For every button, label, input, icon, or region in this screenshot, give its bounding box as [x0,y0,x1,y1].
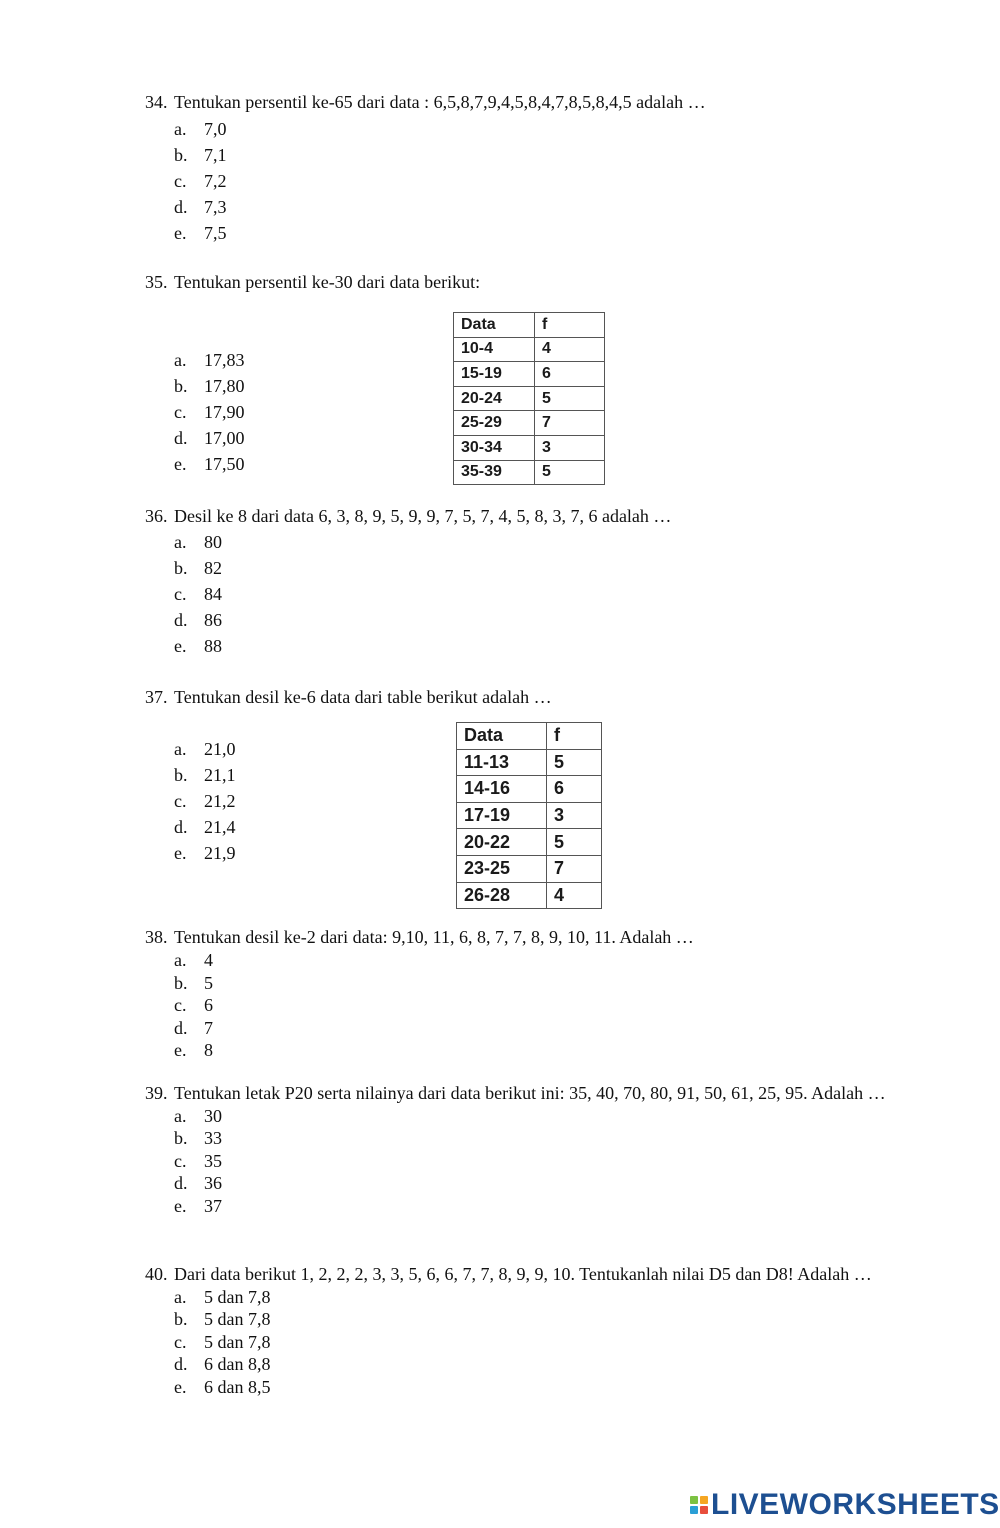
question-text: Tentukan desil ke-6 data dari table berikut adalah … [174,687,552,707]
table-row: 35-39 5 [454,460,605,485]
question-text: Tentukan persentil ke-65 dari data : 6,5,8,7,9,4,5,8,4,7,8,5,8,4,5 adalah … [174,92,706,112]
question-number: 39. [145,1083,168,1103]
option-a[interactable]: a. 30 [174,1105,222,1126]
table-row: 17-19 3 [457,802,602,829]
option-b[interactable]: b. 17,80 [174,376,245,396]
question-text: Desil ke 8 dari data 6, 3, 8, 9, 5, 9, 9, 7, 5, 7, 4, 5, 8, 3, 7, 6 adalah … [174,506,672,526]
logo-grid-icon [690,1496,708,1514]
question-number: 38. [145,927,168,947]
option-e[interactable]: e. 21,9 [174,843,236,863]
question-number: 35. [145,272,168,292]
question-34 [145,90,945,246]
option-c[interactable]: c. 21,2 [174,791,236,811]
options-35 [145,347,374,477]
question-number: 36. [145,506,168,526]
option-b[interactable]: b. 82 [174,558,222,578]
option-a[interactable]: a. 21,0 [174,739,236,759]
option-b[interactable]: b. 33 [174,1128,222,1149]
option-c[interactable]: c. 5 dan 7,8 [174,1331,271,1352]
option-a[interactable]: a. 4 [174,950,213,970]
option-e[interactable]: e. 7,5 [174,223,227,243]
option-d[interactable]: d. 21,4 [174,817,236,837]
table-header-row: Data f [454,313,605,338]
option-e[interactable]: e. 17,50 [174,454,245,474]
option-c[interactable]: c. 35 [174,1150,222,1171]
table-row: 10-4 4 [454,337,605,362]
question-39 [145,1082,945,1218]
option-c[interactable]: c. 84 [174,584,222,604]
option-d[interactable]: d. 7 [174,1017,213,1038]
option-b[interactable]: b. 5 [174,972,213,993]
option-d[interactable]: d. 86 [174,610,222,630]
question-text: Tentukan desil ke-2 dari data: 9,10, 11, 6, 8, 7, 7, 8, 9, 10, 11. Adalah … [174,927,694,947]
question-text: Tentukan persentil ke-30 dari data berikut: [174,272,481,292]
table-header-row: Data f [457,723,602,750]
option-e[interactable]: e. 37 [174,1195,222,1216]
question-35 [145,270,945,294]
logo-square [700,1506,708,1514]
logo-square [690,1506,698,1514]
option-b[interactable]: b. 7,1 [174,145,227,165]
frequency-table-37 [456,722,602,909]
option-c[interactable]: c. 17,90 [174,402,245,422]
logo-square [700,1496,708,1504]
logo-text: LIVEWORKSHEETS [711,1488,1000,1521]
option-c[interactable]: c. 7,2 [174,171,227,191]
question-text: Tentukan letak P20 serta nilainya dari data berikut ini: 35, 40, 70, 80, 91, 50, 61, 25, 95. Adalah … [174,1083,886,1103]
option-e[interactable]: e. 6 dan 8,5 [174,1376,271,1397]
question-36 [145,504,945,659]
option-b[interactable]: b. 5 dan 7,8 [174,1309,271,1330]
question-text: Dari data berikut 1, 2, 2, 2, 3, 3, 5, 6, 6, 7, 7, 8, 9, 9, 10. Tentukanlah nilai D5 dan D8! Adalah … [174,1264,872,1284]
table-row: 23-25 7 [457,855,602,882]
question-number: 34. [145,92,168,112]
option-a[interactable]: a. 80 [174,532,222,552]
options-37 [145,736,374,866]
logo-square [690,1496,698,1504]
question-number: 40. [145,1264,168,1284]
option-d[interactable]: d. 17,00 [174,428,245,448]
option-e[interactable]: e. 8 [174,1040,213,1061]
question-40 [145,1263,945,1399]
option-d[interactable]: d. 7,3 [174,197,227,217]
question-37 [145,685,945,709]
table-row: 26-28 4 [457,882,602,909]
option-a[interactable]: a. 17,83 [174,350,245,370]
table-row: 20-22 5 [457,829,602,856]
table-row: 20-24 5 [454,386,605,411]
table-row: 30-34 3 [454,435,605,460]
option-b[interactable]: b. 21,1 [174,765,236,785]
option-d[interactable]: d. 6 dan 8,8 [174,1354,271,1375]
frequency-table-35 [453,312,605,485]
table-row: 14-16 6 [457,776,602,803]
option-a[interactable]: a. 7,0 [174,119,227,139]
option-e[interactable]: e. 88 [174,636,222,656]
question-38 [145,925,945,1062]
question-number: 37. [145,687,168,707]
option-c[interactable]: c. 6 [174,995,213,1016]
table-row: 15-19 6 [454,362,605,387]
table-row: 25-29 7 [454,411,605,436]
option-a[interactable]: a. 5 dan 7,8 [174,1286,271,1307]
table-row: 11-13 5 [457,749,602,776]
liveworksheets-logo[interactable] [690,1488,1000,1522]
option-d[interactable]: d. 36 [174,1173,222,1194]
